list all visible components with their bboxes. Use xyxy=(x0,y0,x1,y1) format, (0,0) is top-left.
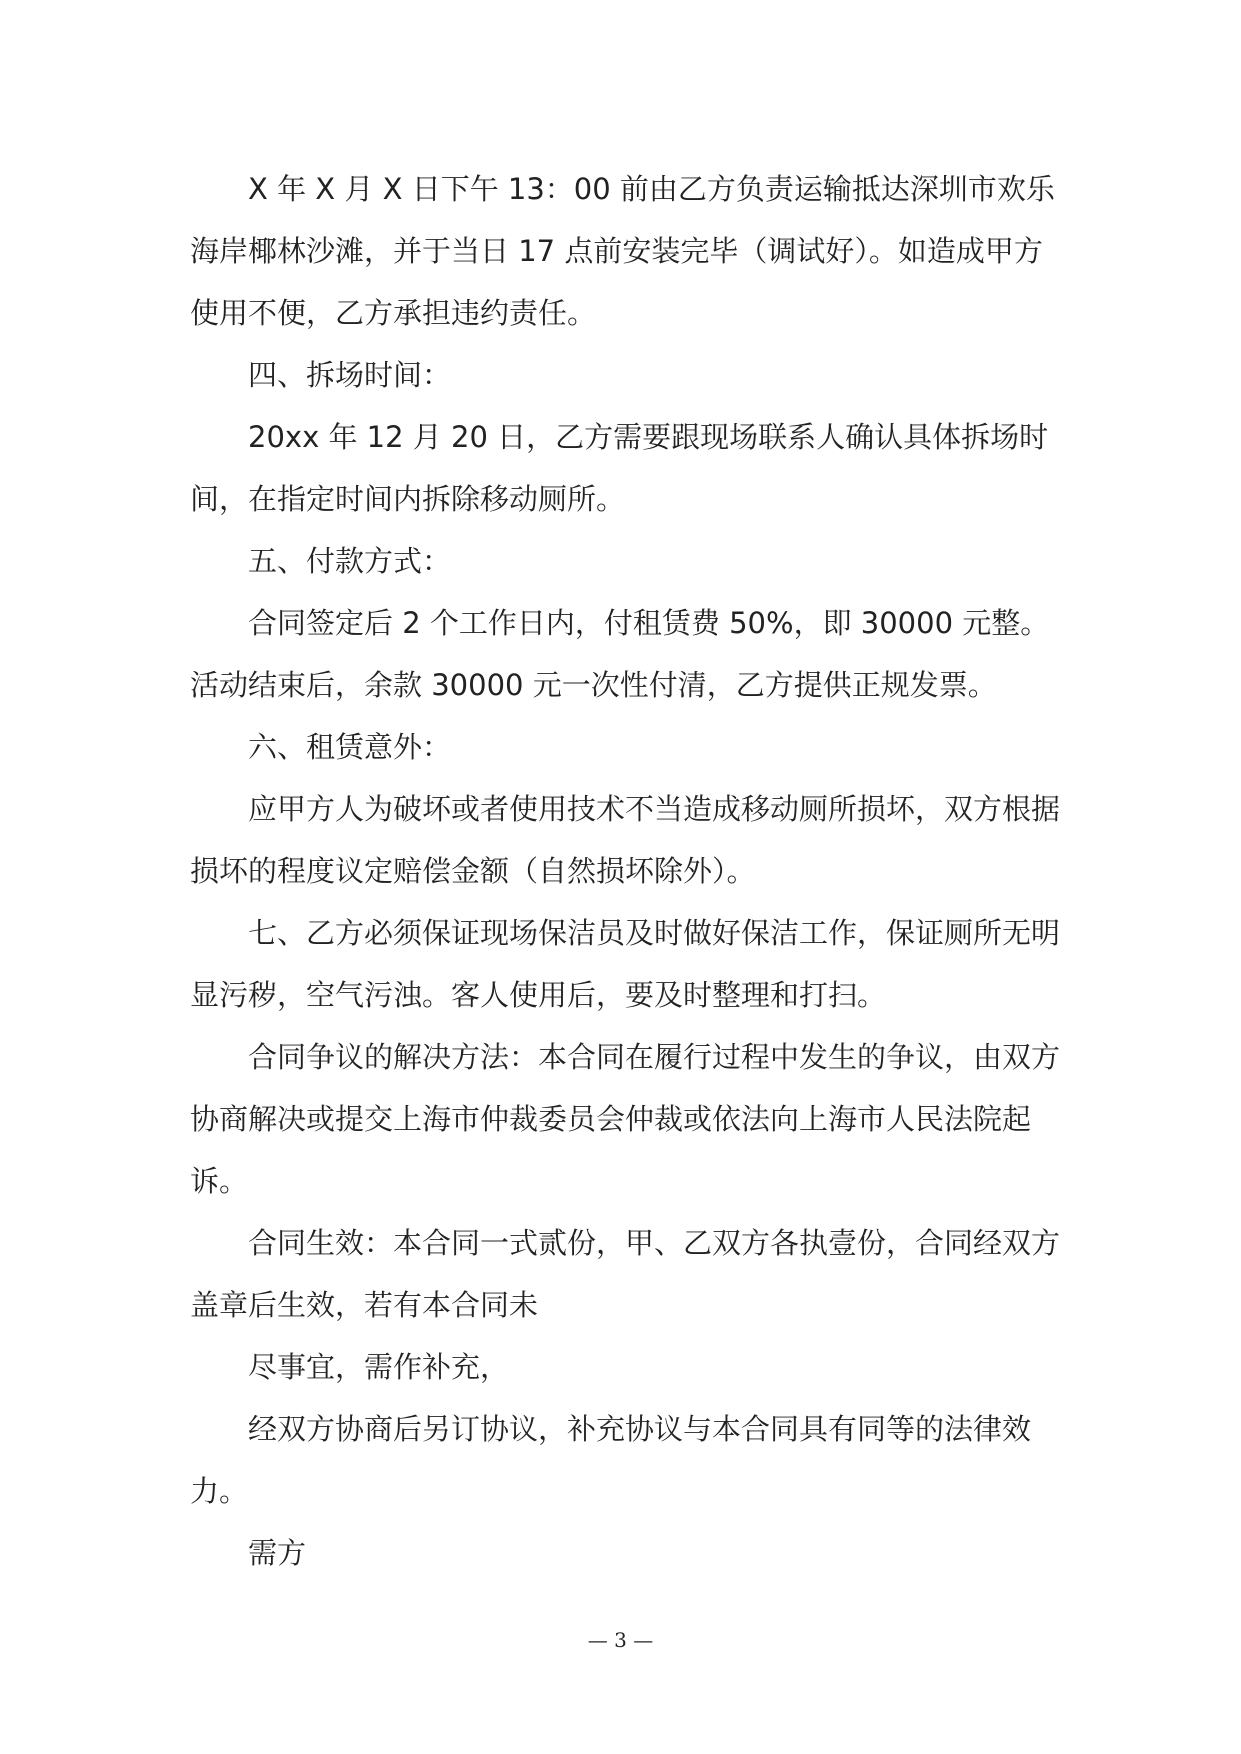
paragraph-demand-party: 需方 xyxy=(248,1536,307,1570)
heading-rental-accident: 六、租赁意外： xyxy=(248,730,452,764)
page-number: — 3 — xyxy=(587,1628,654,1652)
paragraph-contract-effect: 合同生效：本合同一式贰份，甲、乙双方各执壹份，合同经双方盖章后生效，若有本合同未 xyxy=(190,1226,1061,1322)
paragraph-supplementary-agreement: 经双方协商后另订协议，补充协议与本合同具有同等的法律效力。 xyxy=(190,1412,1032,1508)
document-body xyxy=(190,158,1060,1584)
paragraph-unfinished-matters: 尽事宜，需作补充， xyxy=(248,1350,510,1384)
paragraph-dispute-resolution: 合同争议的解决方法：本合同在履行过程中发生的争议，由双方协商解决或提交上海市仲裁委员会仲裁或依法向上海市人民法院起诉。 xyxy=(190,1040,1061,1198)
paragraph-delivery-time: X 年 X 月 X 日下午 13：00 前由乙方负责运输抵达深圳市欢乐海岸椰林沙滩，并于当日 17 点前安装完毕（调试好）。如造成甲方使用不便，乙方承担违约责任。 xyxy=(190,172,1055,330)
paragraph-cleaning-duty: 七、乙方必须保证现场保洁员及时做好保洁工作，保证厕所无明显污秽，空气污浊。客人使用后，要及时整理和打扫。 xyxy=(190,916,1061,1012)
paragraph-payment-method: 合同签定后 2 个工作日内，付租赁费 50%，即 30000 元整。活动结束后，余款 30000 元一次性付清，乙方提供正规发票。 xyxy=(190,606,1050,702)
heading-payment-method: 五、付款方式： xyxy=(248,544,452,578)
paragraph-removal-time: 20xx 年 12 月 20 日，乙方需要跟现场联系人确认具体拆场时间，在指定时间内拆除移动厕所。 xyxy=(190,420,1049,516)
heading-removal-time: 四、拆场时间： xyxy=(248,358,452,392)
paragraph-rental-accident: 应甲方人为破坏或者使用技术不当造成移动厕所损坏，双方根据损坏的程度议定赔偿金额（自然损坏除外）。 xyxy=(190,792,1061,888)
